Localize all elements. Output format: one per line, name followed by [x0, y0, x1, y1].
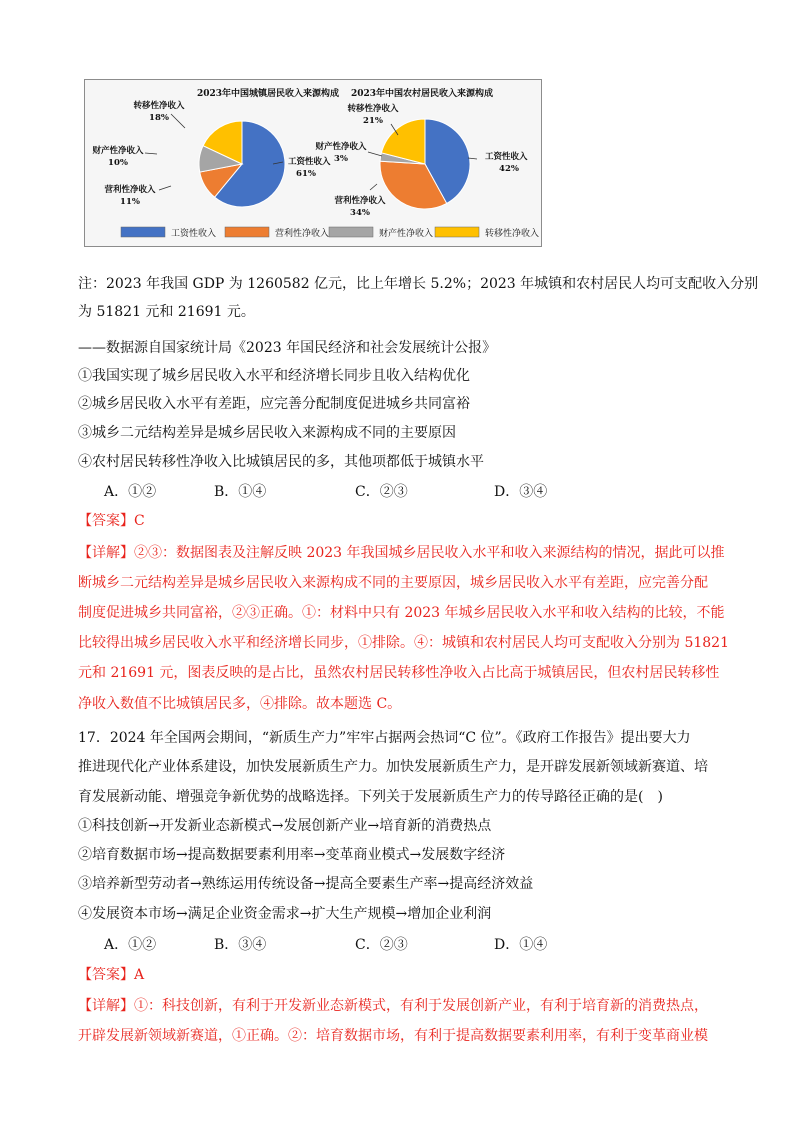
- q16-detail-line: 【详解】②③：数据图表及注解反映 2023 年我国城乡居民收入水平和收入来源结构的情况，据此可以推: [78, 545, 725, 561]
- legend-swatch: [329, 227, 373, 237]
- slice-label: 转移性净收入: [133, 101, 185, 111]
- slice-label: 营利性净收入: [104, 185, 156, 195]
- chart-title: 2023年中国城镇居民收入来源构成: [196, 89, 340, 99]
- q16-option-a: A．①②: [104, 484, 157, 500]
- leader-line: [145, 153, 157, 154]
- q17-statement-1: ①科技创新→开发新业态新模式→发展创新产业→培育新的消费热点: [78, 818, 492, 834]
- q17-answer: 【答案】A: [78, 967, 145, 983]
- q17-option-c: C．②③: [355, 937, 408, 953]
- q16-option-c: C．②③: [355, 484, 408, 500]
- q17-stem-line: 17．2024 年全国两会期间，“新质生产力”牢牢占据两会热词“C 位”。《政府工作报告》提出要大力: [78, 730, 691, 746]
- q16-detail-line: 元和 21691 元，图表反映的是占比，虽然农村居民转移性净收入占比高于城镇居民，但农村居民转移性: [78, 665, 720, 681]
- q17-option-a: A．①②: [104, 937, 157, 953]
- slice-label: 财产性净收入: [315, 142, 367, 152]
- leader-line: [171, 114, 185, 128]
- q16-answer: 【答案】C: [78, 513, 145, 529]
- slice-pct: 11%: [120, 197, 140, 207]
- note-line-1: 注：2023 年我国 GDP 为 1260582 亿元，比上年增长 5.2%；2023 年城镇和农村居民人均可支配收入分别: [78, 276, 759, 292]
- slice-label: 营利性净收入: [334, 196, 386, 206]
- legend-swatch: [435, 227, 479, 237]
- slice-pct: 42%: [499, 164, 519, 174]
- q16-statement-1: ①我国实现了城乡居民收入水平和经济增长同步且收入结构优化: [78, 368, 470, 384]
- q17-statement-4: ④发展资本市场→满足企业资金需求→扩大生产规模→增加企业利润: [78, 906, 492, 922]
- leader-line: [368, 152, 382, 156]
- legend-label: 转移性净收入: [485, 229, 540, 239]
- leader-line: [159, 186, 171, 190]
- q17-statement-2: ②培育数据市场→提高数据要素利用率→变革商业模式→发展数字经济: [78, 847, 506, 863]
- q16-detail-line: 制度促进城乡共同富裕，②③正确。①：材料中只有 2023 年城乡居民收入水平和收入结构的比较，不能: [78, 605, 725, 621]
- q17-option-b: B．③④: [214, 937, 267, 953]
- income-structure-figure: [84, 79, 542, 247]
- pie-charts: [85, 80, 543, 248]
- q16-option-d: D．③④: [494, 484, 548, 500]
- q16-detail-line: 比较得出城乡居民收入水平和经济增长同步，①排除。④：城镇和农村居民人均可支配收入分别为 51821: [78, 635, 729, 651]
- legend-label: 营利性净收入: [275, 229, 330, 239]
- q16-option-b: B．①④: [214, 484, 267, 500]
- source-line: ——数据源自国家统计局《2023 年国民经济和社会发展统计公报》: [78, 340, 497, 356]
- legend-label: 工资性收入: [171, 229, 217, 239]
- slice-pct: 21%: [363, 116, 383, 126]
- slice-label: 工资性收入: [288, 157, 331, 167]
- q16-statement-3: ③城乡二元结构差异是城乡居民收入来源构成不同的主要原因: [78, 425, 456, 441]
- chart-title: 2023年中国农村居民收入来源构成: [350, 89, 494, 99]
- q17-detail-line: 【详解】①：科技创新，有利于开发新业态新模式，有利于发展创新产业，有利于培育新的消费热点，: [78, 998, 708, 1014]
- legend-swatch: [225, 227, 269, 237]
- q17-stem-line: 育发展新动能、增强竞争新优势的战略选择。下列关于发展新质生产力的传导路径正确的是( ): [78, 789, 663, 805]
- slice-label: 转移性净收入: [347, 104, 399, 114]
- legend-swatch: [121, 227, 165, 237]
- q17-stem-line: 推进现代化产业体系建设，加快发展新质生产力。加快发展新质生产力，是开辟发展新领域新赛道、培: [78, 759, 708, 775]
- leader-line: [370, 184, 377, 190]
- q16-statement-4: ④农村居民转移性净收入比城镇居民的多，其他项都低于城镇水平: [78, 454, 484, 470]
- slice-pct: 61%: [296, 169, 316, 179]
- q16-detail-line: 净收入数值不比城镇居民多，④排除。故本题选 C。: [78, 696, 402, 712]
- q16-detail-line: 断城乡二元结构差异是城乡居民收入来源构成不同的主要原因，城乡居民收入水平有差距，应完善分配: [78, 575, 708, 591]
- slice-pct: 3%: [334, 154, 348, 164]
- slice-label: 工资性收入: [485, 152, 528, 162]
- slice-pct: 34%: [350, 208, 370, 218]
- q17-detail-line: 开辟发展新领域新赛道，①正确。②：培育数据市场，有利于提高数据要素利用率，有利于变革商业模: [78, 1028, 708, 1044]
- note-line-2: 为 51821 元和 21691 元。: [78, 304, 255, 320]
- slice-pct: 10%: [108, 158, 128, 168]
- legend-label: 财产性净收入: [379, 229, 434, 239]
- slice-label: 财产性净收入: [92, 146, 144, 156]
- q17-statement-3: ③培养新型劳动者→熟练运用传统设备→提高全要素生产率→提高经济效益: [78, 876, 534, 892]
- q16-statement-2: ②城乡居民收入水平有差距，应完善分配制度促进城乡共同富裕: [78, 396, 470, 412]
- q17-option-d: D．①④: [494, 937, 548, 953]
- slice-pct: 18%: [149, 113, 169, 123]
